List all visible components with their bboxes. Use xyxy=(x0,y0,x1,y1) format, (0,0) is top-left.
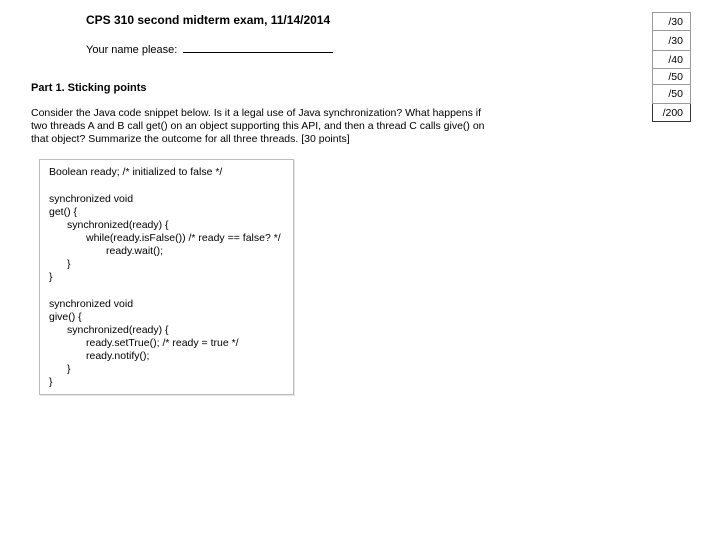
question-text xyxy=(31,107,521,146)
code-line: synchronized void xyxy=(49,193,134,205)
code-line: Boolean ready; /* initialized to false */ xyxy=(49,166,223,178)
code-line: ready.setTrue(); /* ready = true */ xyxy=(86,337,239,349)
code-line: } xyxy=(49,376,53,388)
code-line: give() { xyxy=(49,311,82,323)
code-line: } xyxy=(49,271,53,283)
code-line: synchronized(ready) { xyxy=(67,219,169,231)
score-cell-part-4: /50 xyxy=(653,69,691,85)
score-total-cell: /200 xyxy=(653,104,691,122)
question-line: that object? Summarize the outcome for all three threads. [30 points] xyxy=(31,133,350,145)
code-snippet-box xyxy=(39,159,294,395)
name-prompt: Your name please: xyxy=(86,44,178,56)
score-table xyxy=(652,12,691,122)
exam-title: CPS 310 second midterm exam, 11/14/2014 xyxy=(86,13,331,27)
part-1-heading: Part 1. Sticking points xyxy=(31,82,147,94)
score-cell-part-3: /40 xyxy=(653,51,691,69)
code-line: get() { xyxy=(49,206,78,218)
code-line: while(ready.isFalse()) /* ready == false? */ xyxy=(86,232,281,244)
question-line: Consider the Java code snippet below. Is it a legal use of Java synchronization? What happens if xyxy=(31,107,482,119)
score-cell-part-1: /30 xyxy=(653,13,691,31)
score-cell-part-5: /50 xyxy=(653,85,691,104)
code-line: synchronized(ready) { xyxy=(67,324,169,336)
code-line: ready.notify(); xyxy=(86,350,150,362)
code-line: synchronized void xyxy=(49,298,134,310)
code-line: ready.wait(); xyxy=(106,245,163,257)
score-cell-part-2: /30 xyxy=(653,31,691,51)
name-field-row xyxy=(86,41,333,56)
name-blank-line[interactable] xyxy=(183,41,333,53)
code-line: } xyxy=(67,363,71,375)
code-line: } xyxy=(67,258,71,270)
question-line: two threads A and B call get() on an object supporting this API, and then a thread C calls give() on xyxy=(31,120,485,132)
